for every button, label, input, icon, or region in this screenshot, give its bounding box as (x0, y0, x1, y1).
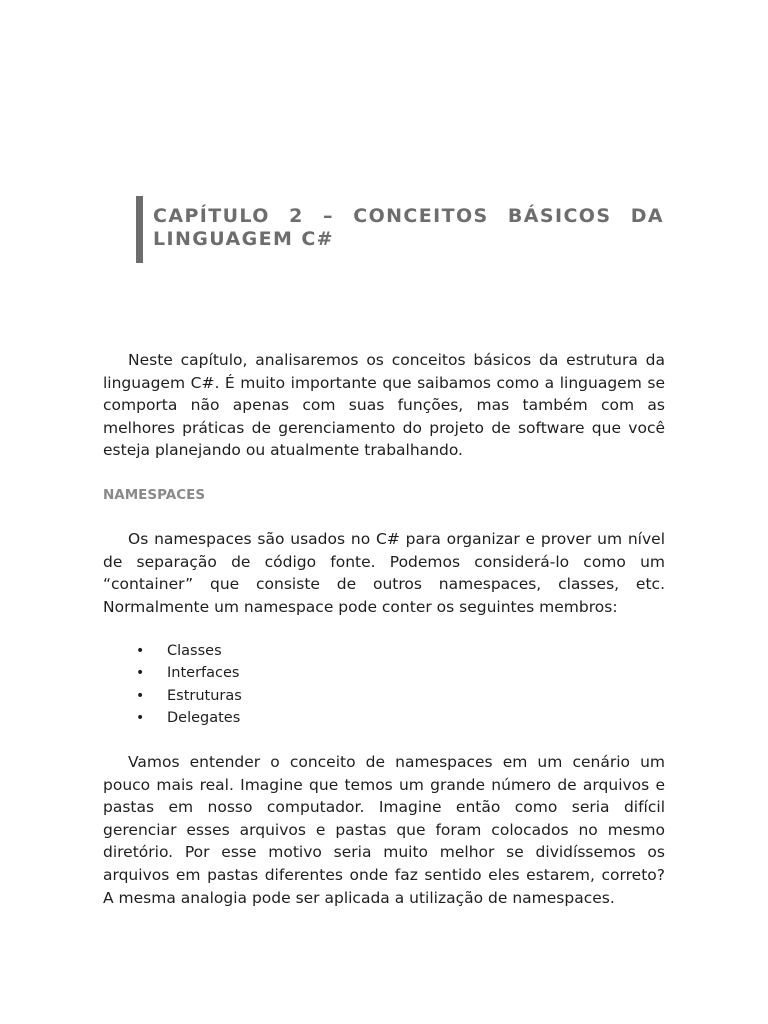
chapter-title: CAPÍTULO 2 – CONCEITOS BÁSICOS DA LINGUAGEM C# (153, 205, 664, 250)
chapter-accent-bar (136, 196, 143, 263)
chapter-heading (136, 196, 664, 263)
intro-paragraph: Neste capítulo, analisaremos os conceitos básicos da estrutura da linguagem C#. É muito importante que saibamos como a linguagem se comporta não apenas com suas funções, mas também com as melhores práticas de gerenciamento do projeto de software que você esteja planejando ou atualmente trabalhando. (103, 351, 665, 460)
bullet-icon: • (136, 687, 145, 704)
bullet-icon: • (136, 665, 145, 682)
namespaces-paragraph-1: Os namespaces são usados no C# para organizar e prover um nível de separação de código fonte. Podemos considerá-lo como um “container” que consiste de outros namespaces, classes, etc. Normalmente um namespace pode conter os seguintes membros: (103, 530, 665, 616)
namespace-members-list (136, 640, 242, 729)
bullet-icon: • (136, 709, 145, 726)
list-item-label: Delegates (167, 709, 241, 726)
list-item (136, 707, 242, 729)
list-item-label: Classes (167, 643, 222, 659)
namespaces-paragraph-2: Vamos entender o conceito de namespaces em um cenário um pouco mais real. Imagine que temos um grande número de arquivos e pastas em nosso computador. Imagine então como seria difícil gerenciar esses arquivos e pastas que foram colocados no mesmo diretório. Por esse motivo seria muito melhor se dividíssemos os arquivos em pastas diferentes onde faz sentido eles estarem, correto? A mesma analogia pode ser aplicada a utilização de namespaces. (103, 753, 665, 907)
list-item (136, 685, 242, 707)
section-heading-namespaces: NAMESPACES (103, 487, 206, 503)
list-item (136, 662, 242, 684)
bullet-icon: • (136, 643, 145, 659)
list-item-label: Estruturas (167, 687, 242, 704)
list-item-label: Interfaces (167, 665, 240, 682)
list-item (136, 640, 242, 662)
